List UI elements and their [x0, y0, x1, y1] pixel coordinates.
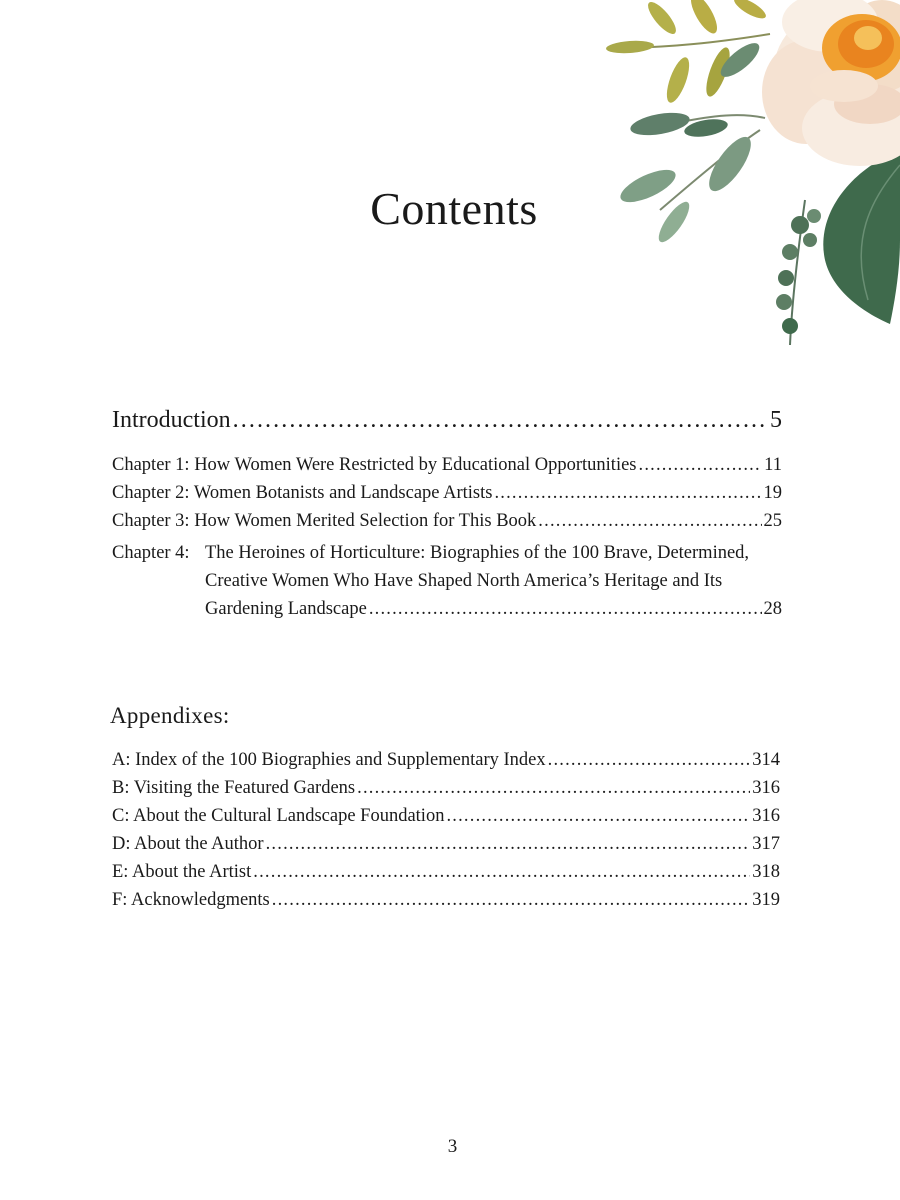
- toc-entry-page: 319: [752, 890, 780, 910]
- toc-entry-appendix-a[interactable]: [112, 750, 780, 771]
- dot-leader: [357, 778, 750, 799]
- toc-entry-chapter-1[interactable]: [112, 455, 782, 476]
- toc-entry-label: D: About the Author: [112, 834, 264, 854]
- dot-leader: [233, 407, 768, 434]
- dot-leader: [494, 483, 761, 504]
- dot-leader: [548, 750, 751, 771]
- toc-entry-label-line-2: Creative Women Who Have Shaped North America’s Heritage and Its: [205, 571, 723, 591]
- toc-entry-label-line-3: Gardening Landscape: [205, 599, 367, 619]
- floral-decoration-icon: [600, 0, 900, 360]
- toc-entry-label: Chapter 2: Women Botanists and Landscape Artists: [112, 483, 493, 503]
- dot-leader: [538, 511, 761, 532]
- toc-entry-page: 318: [752, 862, 780, 882]
- toc-entry-prefix: Chapter 4:: [112, 543, 190, 563]
- dot-leader: [446, 806, 750, 827]
- toc-entry-page: 316: [752, 806, 780, 826]
- toc-entry-appendix-d[interactable]: [112, 834, 780, 855]
- toc-entry-chapter-2[interactable]: [112, 483, 782, 504]
- toc-entry-page: 11: [764, 455, 782, 475]
- toc-entry-page: 314: [752, 750, 780, 770]
- toc-entry-label: C: About the Cultural Landscape Foundation: [112, 806, 445, 826]
- toc-entry-chapter-3[interactable]: [112, 511, 782, 532]
- toc-entry-page: 25: [763, 511, 782, 531]
- dot-leader: [639, 455, 763, 476]
- dot-leader: [272, 890, 750, 911]
- toc-entry-appendix-b[interactable]: [112, 778, 780, 799]
- toc-entry-appendix-f[interactable]: [112, 890, 780, 911]
- toc-entry-last-line: [205, 595, 782, 623]
- toc-entry-appendix-c[interactable]: [112, 806, 780, 827]
- toc-entry-page: 28: [763, 599, 782, 619]
- page-title: Contents: [370, 183, 538, 234]
- toc-entry-label: A: Index of the 100 Biographies and Supplementary Index: [112, 750, 546, 770]
- toc-entry-introduction[interactable]: [112, 407, 782, 434]
- toc-entry-label: Introduction: [112, 407, 231, 433]
- toc-entry-page: 5: [770, 407, 782, 433]
- toc-entry-page: 317: [752, 834, 780, 854]
- appendixes-heading: Appendixes:: [110, 703, 230, 728]
- dot-leader: [369, 595, 762, 623]
- page-number: 3: [447, 1136, 458, 1157]
- dot-leader: [266, 834, 751, 855]
- toc-entry-label: Chapter 3: How Women Merited Selection for This Book: [112, 511, 537, 531]
- dot-leader: [253, 862, 750, 883]
- toc-entry-label: E: About the Artist: [112, 862, 252, 882]
- toc-entry-label: B: Visiting the Featured Gardens: [112, 778, 356, 798]
- toc-entry-label: Chapter 1: How Women Were Restricted by Educational Opportunities: [112, 455, 637, 475]
- toc-entry-page: 316: [752, 778, 780, 798]
- toc-entry-appendix-e[interactable]: [112, 862, 780, 883]
- toc-entry-page: 19: [763, 483, 782, 503]
- toc-entry-label: F: Acknowledgments: [112, 890, 270, 910]
- toc-entry-label-line-1: The Heroines of Horticulture: Biographies of the 100 Brave, Determined,: [205, 543, 750, 563]
